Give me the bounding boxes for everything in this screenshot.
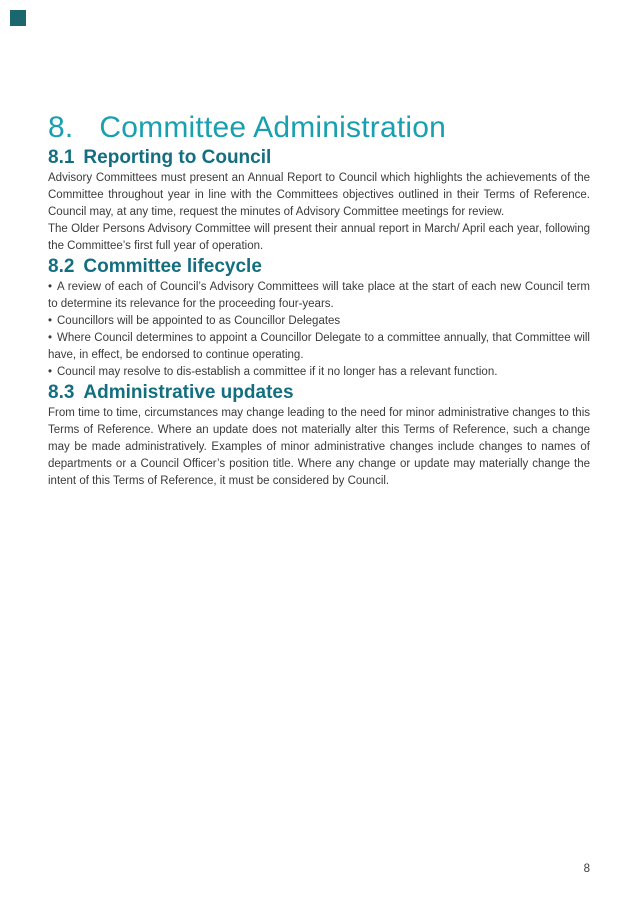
bullet-item bbox=[48, 279, 590, 313]
bullet-text: Where Council determines to appoint a Councillor Delegate to a committee annually, that Committee will have, in effect, be endorsed to continue operating. bbox=[48, 332, 590, 361]
logo-square bbox=[10, 10, 26, 26]
bullet-text: A review of each of Council’s Advisory Committees will take place at the start of each new Council term to determine its relevance for the proceeding four-years. bbox=[48, 281, 590, 310]
section-heading-8-2 bbox=[48, 255, 590, 279]
bullet-icon: • bbox=[48, 332, 53, 344]
section-heading-8-1-text: Reporting to Council bbox=[83, 147, 272, 168]
bullet-text: Councillors will be appointed to as Councillor Delegates bbox=[57, 315, 341, 327]
paragraph-reporting-1: Advisory Committees must present an Annual Report to Council which highlights the achievements of the Committee throughout year in line with the Committees objectives outlined in their Terms of Reference. Council may, at any time, request the minutes of Advisory Committee meetings for review. bbox=[48, 172, 590, 218]
section-heading-8-1-number: 8.1 bbox=[48, 147, 75, 168]
bullet-icon: • bbox=[48, 281, 53, 293]
paragraph-reporting-2: The Older Persons Advisory Committee will present their annual report in March/ April each year, following the Committee’s first full year of operation. bbox=[48, 223, 590, 252]
bullet-icon: • bbox=[48, 315, 53, 327]
bullet-item bbox=[48, 313, 590, 330]
bullet-text: Council may resolve to dis-establish a committee if it no longer has a relevant function. bbox=[57, 366, 498, 378]
section-heading-8-2-number: 8.2 bbox=[48, 256, 75, 277]
page-title bbox=[48, 110, 590, 146]
paragraph-admin-updates: From time to time, circumstances may change leading to the need for minor administrative changes to this Terms of Reference. Where an update does not materially alter this Terms of Reference, such a change may be made administratively. Examples of minor administrative changes include changes to names of departments or a Council Officer’s position title. Where any change or update may materially change the intent of this Terms of Reference, it must be considered by Council. bbox=[48, 407, 590, 487]
page-number: 8 bbox=[583, 863, 590, 875]
bullet-item bbox=[48, 330, 590, 364]
section-heading-8-3 bbox=[48, 381, 590, 405]
page-title-number: 8. bbox=[48, 111, 74, 144]
page-title-text: Committee Administration bbox=[99, 111, 447, 144]
section-heading-8-2-text: Committee lifecycle bbox=[83, 256, 262, 277]
section-heading-8-1 bbox=[48, 146, 590, 170]
section-heading-8-3-number: 8.3 bbox=[48, 382, 75, 403]
bullet-icon: • bbox=[48, 366, 53, 378]
bullet-item bbox=[48, 364, 590, 381]
section-heading-8-3-text: Administrative updates bbox=[83, 382, 294, 403]
